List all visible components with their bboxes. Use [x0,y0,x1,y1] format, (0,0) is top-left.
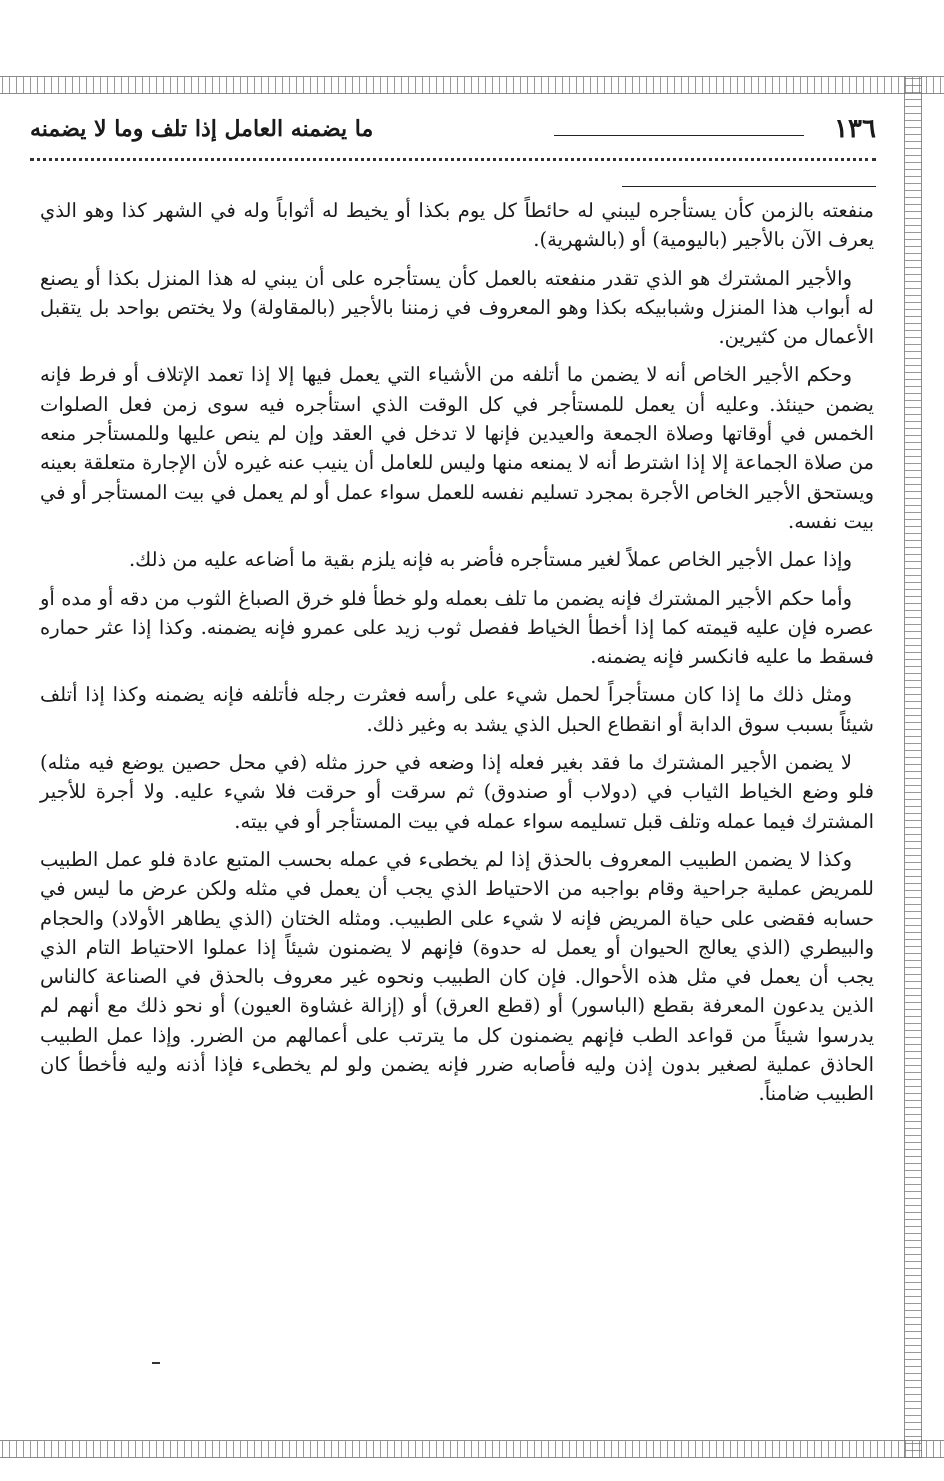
section-rule [622,186,876,187]
decorative-border-right [904,76,922,1458]
stray-mark [152,1362,160,1364]
paragraph: منفعته بالزمن كأن يستأجره ليبني له حائطاً كل يوم بكذا أو يخيط له أثواباً وله في الشهر كذا وهو الذي يعرف الآن بالأجير (باليومية) أو (بالشهرية). [40,199,874,252]
paragraph: وأما حكم الأجير المشترك فإنه يضمن ما تلف بعمله ولو خطأ فلو خرق الصباغ الثوب من دقه أو مده أو عصره فإن عليه قيمته كما إذا أخطأ الخياط ففصل ثوب زيد على عمرو فإنه يضمنه. وكذا إذا عثر حماره فسقط ما عليه فانكسر فإنه يضمنه. [40,586,874,669]
header-rule [554,135,804,136]
running-title: ما يضمنه العامل إذا تلف وما لا يضمنه [30,116,374,142]
page-header [30,112,876,152]
paragraph: وحكم الأجير الخاص أنه لا يضمن ما أتلفه من الأشياء التي يعمل فيها إلا إذا تعمد الإتلاف أو فرط فإنه يضمن حينئذ. وعليه أن يعمل للمستأجر في كل الوقت الذي استأجره فيه سوى زمن فعل الصلوات الخمس في أوقاتها وصلاة الجمعة والعيدين فإنها لا تدخل في العقد وإن لم ينص عليها وللمستأجر منعه من صلاة الجماعة إلا إذا اشترط أنه لا يمنعه منها وليس للعامل أن ينيب عنه غيره لأن الإجارة متعلقة بعينه ويستحق الأجير الخاص الأجرة بمجرد تسليم نفسه للعمل سواء عمل أو لم يعمل في بيت المستأجر أو في بيت نفسه. [40,363,874,533]
paragraph: والأجير المشترك هو الذي تقدر منفعته بالعمل كأن يستأجره على أن يبني له هذا المنزل بكذا أو يصنع له أبواب هذا المنزل وشبابيكه بكذا وهو المعروف في زمننا بالأجير (بالمقاولة) ولا يختص بواحد بل يتقبل الأعمال من كثيرين. [40,266,874,349]
decorative-border-top [0,76,944,94]
paragraph: ومثل ذلك ما إذا كان مستأجراً لحمل شيء على رأسه فعثرت رجله فأتلفه فإنه يضمنه وكذا إذا أتلف شيئاً بسبب سوق الدابة أو انقطاع الحبل الذي يشد به وغير ذلك. [40,683,874,736]
paragraph: وإذا عمل الأجير الخاص عملاً لغير مستأجره فأضر به فإنه يلزم بقية ما أضاعه عليه من ذلك. [128,548,852,572]
decorative-border-bottom [0,1440,944,1458]
body-text [40,196,874,1118]
page-number: ١٣٦ [834,114,876,144]
header-dotted-divider [30,158,876,161]
paragraph: وكذا لا يضمن الطبيب المعروف بالحذق إذا لم يخطىء في عمله بحسب المتبع عادة فلو عمل الطبيب للمريض عملية جراحية وقام بواجبه من الاحتياط الذي يجب أن يعمل في مثله ولكن عرض ما ليس في حسابه فقضى على حياة المريض فإنه لا شيء على الطبيب. ومثله الختان (الذي يطاهر الأولاد) والحجام والبيطري (الذي يعالج الحيوان أو يعمل له حدوة) فإنهم لا يضمنون شيئاً إذا عملوا الاحتياط التام الذي يجب أن يعمل في مثل هذه الأحوال. فإن كان الطبيب ونحوه غير معروف بالحذق في الصناعة كالناس الذين يدعون المعرفة بقطع (الباسور) أو (قطع العرق) أو (إزالة غشاوة العيون) أو نحو ذلك مع أنهم لم يدرسوا شيئاً من قواعد الطب فإنهم يضمنون كل ما يترتب على أعمالهم من الضرر. وإذا عمل الطبيب الحاذق عملية لصغير بدون إذن وليه فأصابه ضرر فإنه يضمن ولو لم يخطىء فإذا أذنه وليه فأخطأ كان الطبيب ضامناً. [40,847,874,1106]
paragraph: لا يضمن الأجير المشترك ما فقد بغير فعله إذا وضعه في حرز مثله (في محل حصين يوضع فيه مثله) فلو وضع الخياط الثياب في (دولاب أو صندوق) ثم سرقت أو حرقت فلا شيء عليه. ولا أجرة للأجير المشترك فيما عمله وتلف قبل تسليمه سواء عمله في بيت المستأجر أو في بيته. [40,751,874,833]
